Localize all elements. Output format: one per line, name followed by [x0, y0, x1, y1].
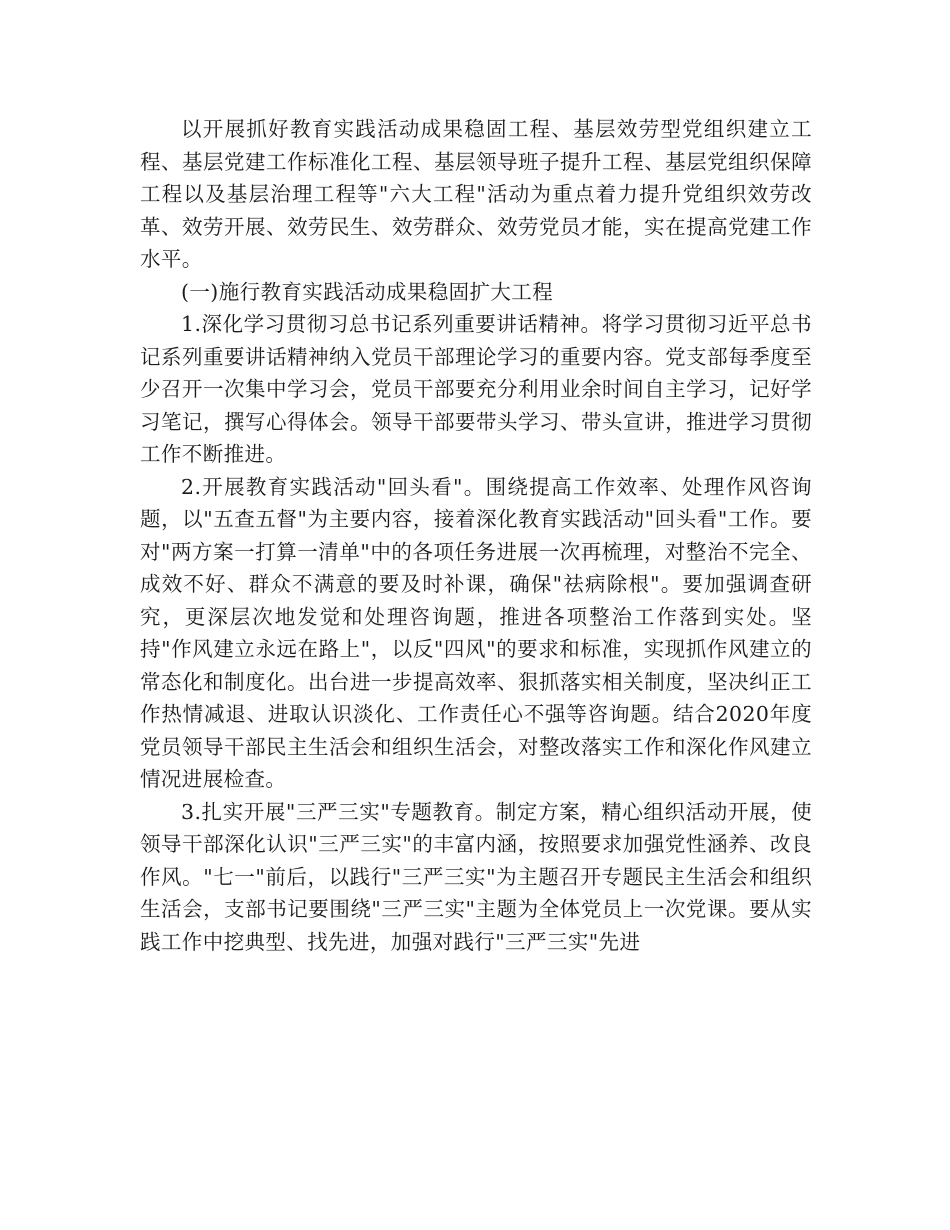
document-body	[140, 113, 812, 958]
item-1-paragraph: 1.深化学习贯彻习总书记系列重要讲话精神。将学习贯彻习近平总书记系列重要讲话精神纳入党员干部理论学习的重要内容。党支部每季度至少召开一次集中学习会，党员干部要充分利用业余时间自主学习，记好学习笔记，撰写心得体会。领导干部要带头学习、带头宣讲，推进学习贯彻工作不断推进。	[140, 312, 812, 466]
item-3-paragraph: 3.扎实开展"三严三实"专题教育。制定方案，精心组织活动开展，使领导干部深化认识"三严三实"的丰富内涵，按照要求加强党性涵养、改良作风。"七一"前后，以践行"三严三实"为主题召开专题民主生活会和组织生活会，支部书记要围绕"三严三实"主题为全体党员上一次党课。要从实践工作中挖典型、找先进，加强对践行"三严三实"先进	[140, 799, 812, 954]
intro-paragraph: 以开展抓好教育实践活动成果稳固工程、基层效劳型党组织建立工程、基层党建工作标准化工程、基层领导班子提升工程、基层党组织保障工程以及基层治理工程等"六大工程"活动为重点着力提升党组织效劳改革、效劳开展、效劳民生、效劳群众、效劳党员才能，实在提高党建工作水平。	[140, 117, 812, 271]
item-2-paragraph: 2.开展教育实践活动"回头看"。围绕提高工作效率、处理作风咨询题，以"五查五督"为主要内容，接着深化教育实践活动"回头看"工作。要对"两方案一打算一清单"中的各项任务进展一次再梳理，对整治不完全、成效不好、群众不满意的要及时补课，确保"祛病除根"。要加强调查研究，更深层次地发觉和处理咨询题，推进各项整治工作落到实处。坚持"作风建立永远在路上"，以反"四风"的要求和标准，实现抓作风建立的常态化和制度化。出台进一步提高效率、狠抓落实相关制度，坚决纠正工作热情减退、进取认识淡化、工作责任心不强等咨询题。结合2020年度党员领导干部民主生活会和组织生活会，对整改落实工作和深化作风建立情况进展检查。	[140, 474, 812, 791]
section-heading: (一)施行教育实践活动成果稳固扩大工程	[181, 279, 554, 304]
